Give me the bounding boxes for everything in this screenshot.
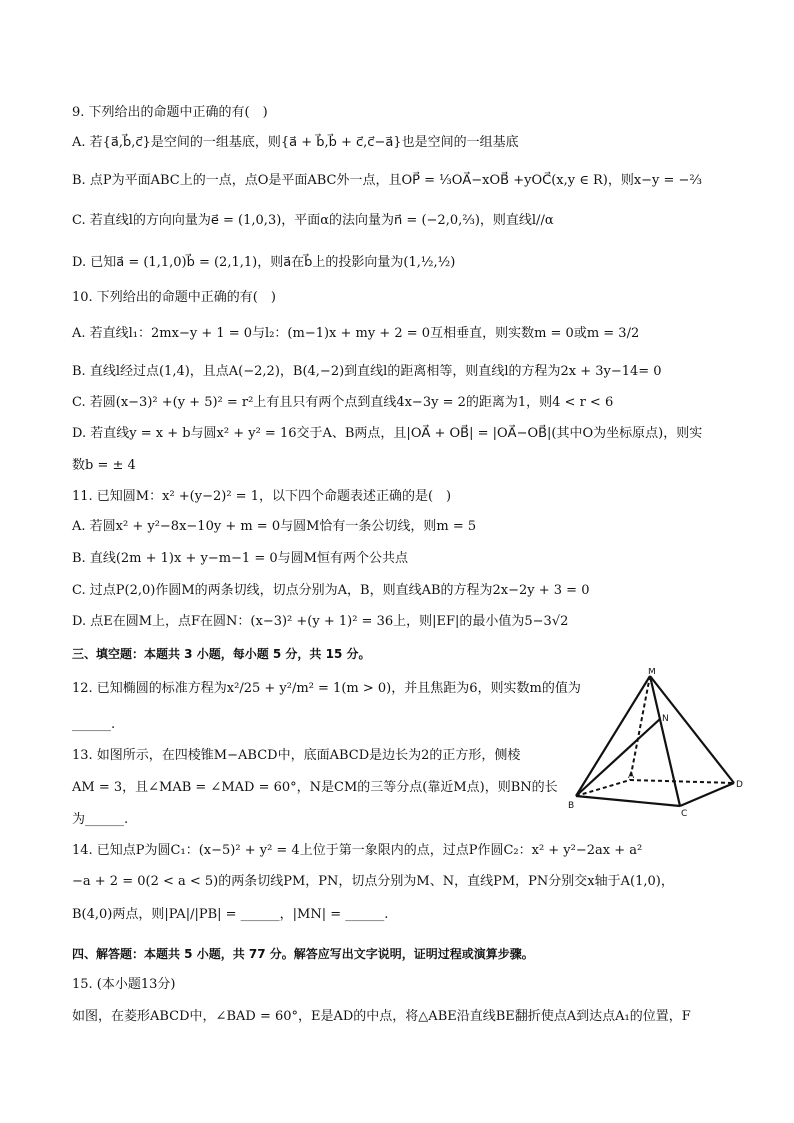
q11-option-c: C. 过点P(2,0)作圆M的两条切线，切点分别为A，B，则直线AB的方程为2x−2y + 3 = 0 bbox=[72, 583, 590, 598]
q14-blanks: B(4,0)两点，则|PA|/|PB| = ______，|MN| = ______. bbox=[72, 907, 389, 922]
q9-option-b: B. 点P为平面ABC上的一点，点O是平面ABC外一点，且OP⃗ = ⅓OA⃗−xOB⃗ +yOC⃗(x,y ∈ R)，则x−y = −⅔ bbox=[72, 173, 703, 188]
q14-stem-cont: −a + 2 = 0(2 < a < 5)的两条切线PM，PN，切点分别为M、N，直线PM，PN分别交x轴于A(1,0)， bbox=[72, 874, 674, 889]
q15-label: 15. (本小题13分) bbox=[72, 977, 176, 992]
vertex-label-m: M bbox=[648, 668, 656, 677]
vertex-label-c: C bbox=[681, 809, 688, 818]
section-fill-in-heading: 三、填空题：本题共 3 小题，每小题 5 分，共 15 分。 bbox=[72, 647, 371, 661]
q13-stem: 13. 如图所示，在四棱锥M−ABCD中，底面ABCD是边长为2的正方形，侧棱 bbox=[72, 748, 521, 763]
vertex-label-d: D bbox=[736, 780, 743, 790]
q13-stem-cont: AM = 3，且∠MAB = ∠MAD = 60°，N是CM的三等分点(靠近M点)，则BN的长 bbox=[72, 780, 558, 795]
q9-option-a: A. 若{a⃗,b⃗,c⃗}是空间的一组基底，则{a⃗ + b⃗,b⃗ + c⃗,c⃗−a⃗}也是空间的一组基底 bbox=[72, 135, 519, 150]
q12-stem: 12. 已知椭圆的标准方程为x²/25 + y²/m² = 1(m > 0)，并且焦距为6，则实数m的值为 bbox=[72, 681, 581, 696]
q13-blank: 为______. bbox=[72, 812, 129, 827]
vertex-label-a: A bbox=[628, 771, 635, 781]
vertex-label-n: N bbox=[662, 714, 669, 724]
q10-option-a: A. 若直线l₁：2mx−y + 1 = 0与l₂：(m−1)x + my + 2 = 0互相垂直，则实数m = 0或m = 3/2 bbox=[72, 326, 640, 341]
q15-stem: 如图，在菱形ABCD中，∠BAD = 60°，E是AD的中点，将△ABE沿直线BE翻折使点A到达点A₁的位置，F bbox=[72, 1009, 691, 1024]
q10-option-c: C. 若圆(x−3)² +(y + 5)² = r²上有且只有两个点到直线4x−3y = 2的距离为1，则4 < r < 6 bbox=[72, 395, 614, 410]
q11-option-b: B. 直线(2m + 1)x + y−m−1 = 0与圆M恒有两个公共点 bbox=[72, 551, 408, 566]
edge-bc bbox=[576, 796, 680, 806]
edge-ad-hidden bbox=[630, 780, 734, 783]
q9-stem: 9. 下列给出的命题中正确的有( ) bbox=[72, 105, 268, 120]
edge-cd bbox=[680, 783, 734, 806]
q12-blank: ______. bbox=[72, 717, 116, 732]
q11-option-a: A. 若圆x² + y²−8x−10y + m = 0与圆M恰有一条公切线，则m = 5 bbox=[72, 519, 477, 534]
q10-option-d-cont: 数b = ± 4 bbox=[72, 458, 136, 473]
q10-stem: 10. 下列给出的命题中正确的有( ) bbox=[72, 290, 276, 305]
section-answer-heading: 四、解答题：本题共 5 小题，共 77 分。解答应写出文字说明，证明过程或演算步骤。 bbox=[72, 947, 534, 961]
q11-option-d: D. 点E在圆M上，点F在圆N：(x−3)² +(y + 1)² = 36上，则|EF|的最小值为5−3√2 bbox=[72, 614, 569, 629]
q10-option-b: B. 直线l经过点(1,4)，且点A(−2,2)，B(4,−2)到直线l的距离相等，则直线l的方程为2x + 3y−14= 0 bbox=[72, 364, 662, 379]
edge-mb bbox=[576, 676, 650, 796]
q9-option-c: C. 若直线l的方向向量为e⃗ = (1,0,3)，平面α的法向量为n⃗ = (−2,0,⅔)，则直线l//α bbox=[72, 213, 554, 228]
q10-option-d: D. 若直线y = x + b与圆x² + y² = 16交于A、B两点，且|OA⃗ + OB⃗| = |OA⃗−OB⃗|(其中O为坐标原点)，则实 bbox=[72, 426, 703, 441]
q11-stem: 11. 已知圆M：x² +(y−2)² = 1，以下四个命题表述正确的是( ) bbox=[72, 489, 452, 504]
pyramid-diagram bbox=[566, 668, 776, 818]
q9-option-d: D. 已知a⃗ = (1,1,0)b⃗ = (2,1,1)，则a⃗在b⃗上的投影向量为(1,½,½) bbox=[72, 255, 456, 270]
pyramid-figure bbox=[566, 668, 776, 818]
q14-stem: 14. 已知点P为圆C₁：(x−5)² + y² = 4上位于第一象限内的点，过点P作圆C₂：x² + y²−2ax + a² bbox=[72, 843, 643, 858]
vertex-label-b: B bbox=[568, 801, 575, 811]
